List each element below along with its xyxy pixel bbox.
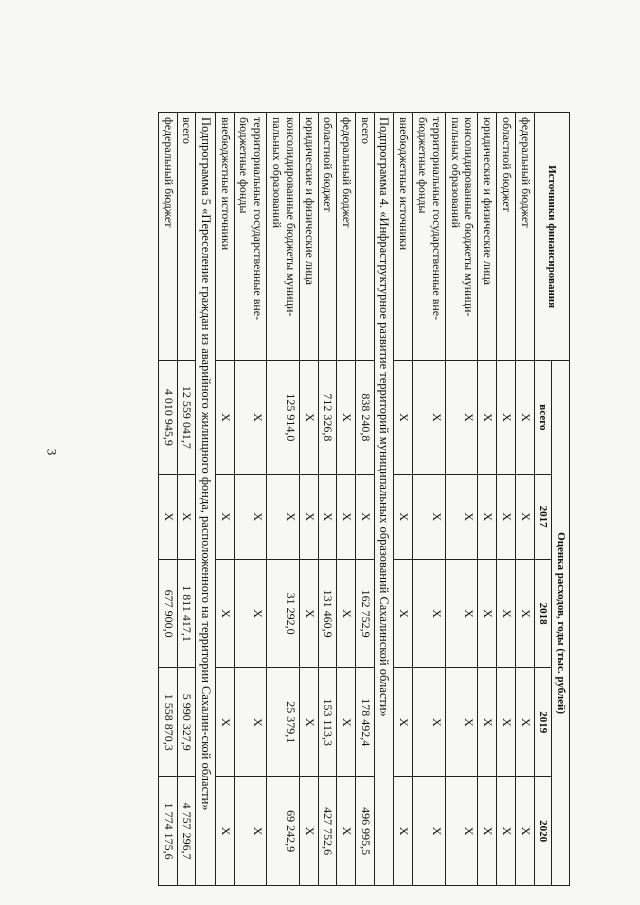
row-value: 712 326,8	[318, 361, 337, 474]
row-value: X	[299, 474, 318, 559]
table-row	[497, 113, 516, 886]
row-label: всего	[356, 113, 375, 361]
table-row	[318, 113, 337, 886]
row-value: 1 774 175,6	[158, 777, 177, 886]
row-value: 4 757 296,7	[177, 777, 196, 886]
row-label: федеральный бюджет	[158, 113, 177, 361]
row-value: X	[497, 668, 516, 777]
row-value: X	[445, 474, 478, 559]
row-value: X	[478, 777, 497, 886]
row-value: 1 558 870,3	[158, 668, 177, 777]
row-value: 4 010 945,9	[158, 361, 177, 474]
row-value: X	[215, 474, 234, 559]
row-label: федеральный бюджет	[337, 113, 356, 361]
row-value: X	[413, 559, 446, 668]
row-value: X	[234, 668, 267, 777]
header-2019: 2019	[534, 668, 552, 777]
row-value: X	[356, 474, 375, 559]
header-estimate-group: Оценка расходов, годы (тыс. рублей)	[552, 361, 570, 886]
row-value: X	[515, 559, 534, 668]
header-2018: 2018	[534, 559, 552, 668]
row-value: X	[177, 474, 196, 559]
row-value: 12 559 041,7	[177, 361, 196, 474]
row-value: X	[234, 559, 267, 668]
row-label: консолидированные бюджеты муници-пальных образований	[445, 113, 478, 361]
row-value: X	[215, 559, 234, 668]
row-value: X	[497, 474, 516, 559]
row-value: 178 492,4	[356, 668, 375, 777]
row-value: X	[497, 559, 516, 668]
row-label: территориальные государственные вне-бюджетные фонды	[413, 113, 446, 361]
row-value: X	[158, 474, 177, 559]
row-label: территориальные государственные вне-бюджетные фонды	[234, 113, 267, 361]
row-value: X	[413, 668, 446, 777]
row-value: X	[337, 668, 356, 777]
row-value: X	[394, 474, 413, 559]
row-value: 69 242,9	[267, 777, 300, 886]
row-value: X	[215, 668, 234, 777]
row-label: юридические и физические лица	[478, 113, 497, 361]
row-value: 838 240,8	[356, 361, 375, 474]
row-value: X	[299, 559, 318, 668]
row-label: внебюджетные источники	[215, 113, 234, 361]
funding-table	[158, 112, 570, 886]
row-label: консолидированные бюджеты муници-пальных образований	[267, 113, 300, 361]
section-row	[196, 113, 215, 886]
row-value: X	[515, 474, 534, 559]
row-value: X	[478, 474, 497, 559]
row-value: 162 752,9	[356, 559, 375, 668]
table-row	[445, 113, 478, 886]
table-row	[478, 113, 497, 886]
row-value: X	[299, 361, 318, 474]
row-label: всего	[177, 113, 196, 361]
row-value: X	[515, 777, 534, 886]
row-value: X	[337, 559, 356, 668]
row-value: 496 995,5	[356, 777, 375, 886]
funding-table-rotated	[90, 112, 570, 886]
row-label: федеральный бюджет	[515, 113, 534, 361]
row-value: X	[299, 777, 318, 886]
row-value: X	[478, 559, 497, 668]
section-row	[374, 113, 393, 886]
row-value: X	[445, 361, 478, 474]
row-value: X	[299, 668, 318, 777]
row-value: X	[515, 668, 534, 777]
row-value: 31 292,0	[267, 559, 300, 668]
row-value: X	[445, 559, 478, 668]
row-value: X	[394, 361, 413, 474]
row-value: X	[318, 474, 337, 559]
row-value: 677 900,0	[158, 559, 177, 668]
row-value: 25 379,1	[267, 668, 300, 777]
table-row	[215, 113, 234, 886]
row-value: X	[445, 777, 478, 886]
row-value: X	[215, 361, 234, 474]
page-number: 3	[44, 448, 60, 456]
row-value: X	[394, 559, 413, 668]
table-row	[299, 113, 318, 886]
row-label: областной бюджет	[318, 113, 337, 361]
header-source: Источники финансирования	[534, 113, 569, 361]
row-value: 131 460,9	[318, 559, 337, 668]
header-total: всего	[534, 361, 552, 474]
table-row	[337, 113, 356, 886]
row-value: X	[478, 361, 497, 474]
table-row	[515, 113, 534, 886]
row-value: X	[413, 777, 446, 886]
table-row	[158, 113, 177, 886]
row-value: X	[497, 777, 516, 886]
row-value: X	[267, 474, 300, 559]
row-value: X	[234, 777, 267, 886]
table-row	[177, 113, 196, 886]
row-value: 125 914,0	[267, 361, 300, 474]
row-value: X	[337, 361, 356, 474]
row-value: 5 990 327,9	[177, 668, 196, 777]
row-value: X	[497, 361, 516, 474]
header-2017: 2017	[534, 474, 552, 559]
row-value: X	[445, 668, 478, 777]
table-row	[356, 113, 375, 886]
row-value: X	[478, 668, 497, 777]
row-value: X	[337, 777, 356, 886]
row-value: X	[234, 474, 267, 559]
table-row	[234, 113, 267, 886]
row-value: X	[394, 668, 413, 777]
row-value: X	[234, 361, 267, 474]
row-value: 427 752,6	[318, 777, 337, 886]
row-label: юридические и физические лица	[299, 113, 318, 361]
row-value: X	[515, 361, 534, 474]
row-value: X	[413, 361, 446, 474]
row-value: X	[413, 474, 446, 559]
row-value: X	[337, 474, 356, 559]
row-value: 1 811 417,1	[177, 559, 196, 668]
section-title: Подпрограмма 4. «Инфраструктурное развитие территорий муниципальных образований Сахалинской области»	[374, 113, 393, 886]
table-row	[267, 113, 300, 886]
row-value: X	[394, 777, 413, 886]
row-value: 153 113,3	[318, 668, 337, 777]
table-row	[413, 113, 446, 886]
header-2020: 2020	[534, 777, 552, 886]
section-title: Подпрограмма 5 «Переселение граждан из аварийного жилищного фонда, расположенного на территории Сахалин-ской области»	[196, 113, 215, 886]
row-label: внебюджетные источники	[394, 113, 413, 361]
row-label: областной бюджет	[497, 113, 516, 361]
row-value: X	[215, 777, 234, 886]
table-row	[394, 113, 413, 886]
